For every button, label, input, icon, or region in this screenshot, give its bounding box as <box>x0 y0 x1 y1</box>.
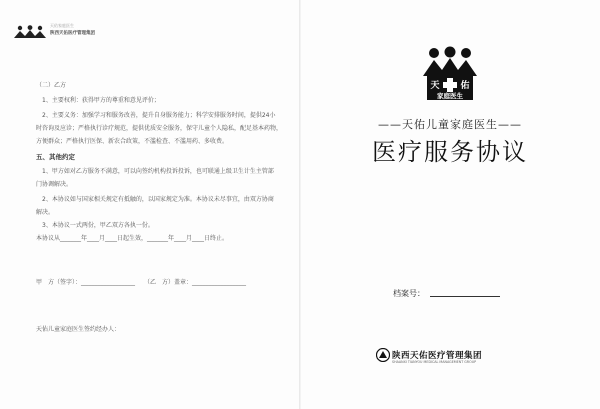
archive-number-label: 档案号： <box>393 289 425 298</box>
group-name-en: SHAANXI TIANYOU MEDICAL MANAGEMENT GROUP <box>392 360 477 364</box>
archive-number-line <box>430 296 500 297</box>
top-left-logo <box>14 22 114 42</box>
signature-line: 甲 方（签字）：__________________ （乙 方）盖章：__________________ <box>36 279 247 286</box>
doc-title: 医疗服务协议 <box>372 138 528 166</box>
party-b-item-2-cont: 时咨询及应诊；严格执行诊疗规范，提供优质安全服务，保守儿童个人隐私，配足基本药物， <box>36 125 283 132</box>
party-b-heading: （二）乙方 <box>36 82 67 89</box>
other-item-3: 3、本协议一式两份，甲乙双方各执一份。 <box>42 222 154 229</box>
party-b-item-1: 1、主要权利：获得甲方的尊重和意见评价； <box>42 97 160 104</box>
validity-period: 本协议从_______年____月____日起生效，_______年____月____日终止。 <box>36 235 229 242</box>
doc-subtitle: ——天佑儿童家庭医生—— <box>378 118 522 131</box>
other-item-1-cont: 门协调解决。 <box>36 181 73 188</box>
handler-line: 天佑儿童家庭医生签约经办人： <box>36 326 121 333</box>
other-item-2-cont: 解决。 <box>36 209 55 216</box>
other-item-1: 1、甲方如对乙方服务不满意，可以向签约机构投诉投诉，也可联通上级卫生计生主管部 <box>42 168 274 175</box>
party-b-item-2-cont2: 方便群众；严格执行医保、新农合政策，不滥检查、不滥用药、多收费。 <box>36 138 229 145</box>
logo-subtext: 家庭医生 <box>437 92 463 100</box>
logo-char-1: 天 <box>430 81 440 91</box>
tianyou-house-logo-icon <box>421 46 479 102</box>
other-terms-heading: 五、其他约定 <box>36 153 75 161</box>
other-item-2: 2、本协议如与国家相关规定有抵触的，以国家规定为准。本协议未尽事宜，由双方协商 <box>42 196 274 203</box>
party-b-item-2: 2、主要义务：加强学习和服务改善，提升自身服务能力；科学安排服务时间，提供24小 <box>42 112 276 119</box>
group-emblem-icon <box>376 348 390 362</box>
top-logo-line2: 陕西天佑医疗管理集团 <box>50 31 95 36</box>
family-logo-icon <box>14 25 46 39</box>
logo-char-2: 佑 <box>460 81 470 91</box>
group-logo <box>370 346 530 368</box>
top-logo-line1: 天佑家庭医生 <box>50 23 74 28</box>
group-name: 陕西天佑医疗管理集团 <box>392 351 483 361</box>
page-fold <box>299 0 301 409</box>
